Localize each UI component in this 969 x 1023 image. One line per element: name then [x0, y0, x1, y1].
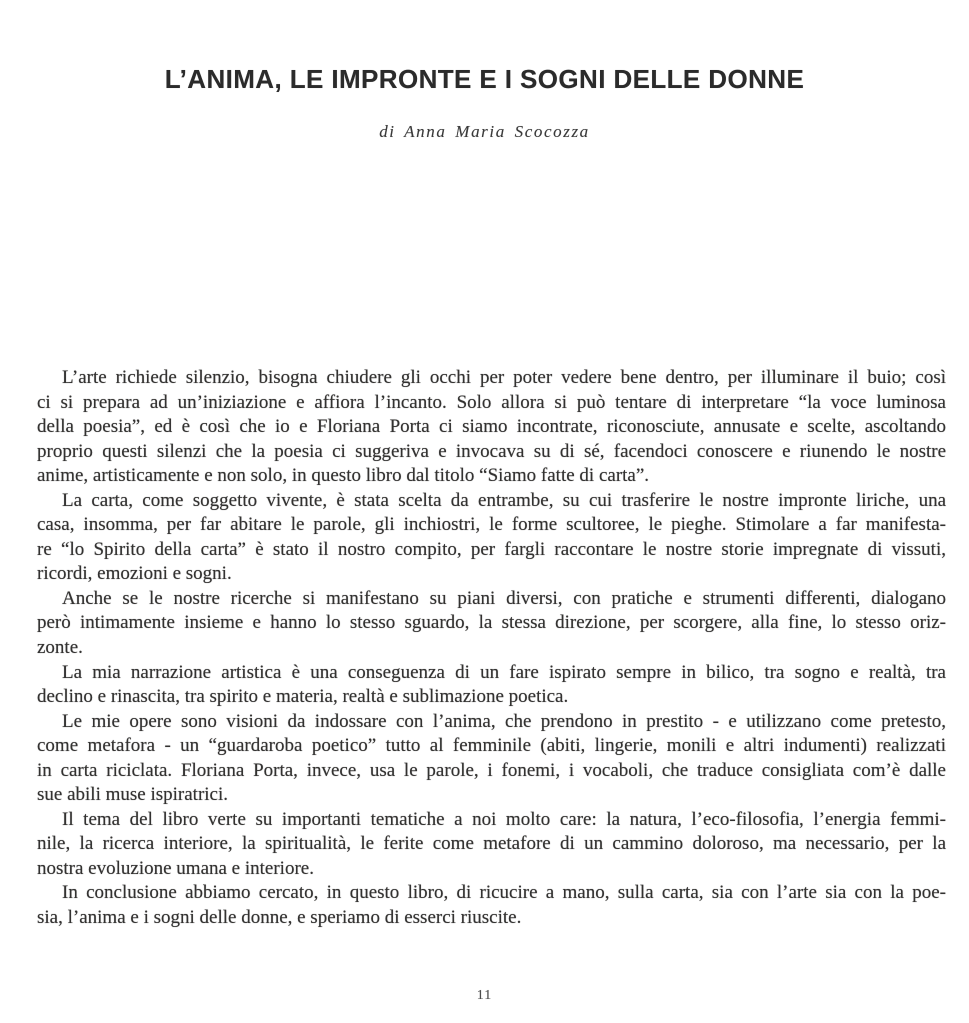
- text-line: La carta, come soggetto vivente, è stata scelta da entrambe, su cui trasferire le nostre impronte liriche, una: [62, 489, 946, 511]
- paragraph: [37, 587, 946, 661]
- text-line: ci si prepara ad un’iniziazione e affiora l’incanto. Solo allora si può tentare di interpretare “la voce luminosa: [37, 391, 946, 413]
- text-line: Il tema del libro verte su importanti tematiche a noi molto care: la natura, l’eco-filosofia, l’energia femmi-: [62, 808, 946, 830]
- text-line: In conclusione abbiamo cercato, in questo libro, di ricucire a mano, sulla carta, sia con l’arte sia con la poe-: [62, 882, 946, 904]
- text-line: L’arte richiede silenzio, bisogna chiudere gli occhi per poter vedere bene dentro, per illuminare il buio; così: [62, 367, 946, 388]
- paragraph: [37, 489, 946, 587]
- text-line: ricordi, emozioni e sogni.: [37, 563, 232, 585]
- paragraph: [37, 808, 946, 882]
- text-line: nostra evoluzione umana e interiore.: [37, 857, 314, 879]
- text-line: sia, l’anima e i sogni delle donne, e speriamo di esserci riuscite.: [37, 907, 522, 929]
- text-line: casa, insomma, per far abitare le parole, gli inchiostri, le forme scultoree, le pieghe. Stimolare a far manifesta-: [37, 514, 946, 536]
- byline: di Anna Maria Scocozza: [379, 122, 590, 141]
- text-line: sue abili muse ispiratrici.: [37, 784, 229, 806]
- paragraph: [37, 710, 946, 808]
- text-line: declino e rinascita, tra spirito e materia, realtà e sublimazione poetica.: [37, 686, 569, 708]
- paragraph: [37, 661, 946, 710]
- text-line: Le mie opere sono visioni da indossare con l’anima, che prendono in prestito - e utilizzano come pretesto,: [62, 710, 946, 732]
- text-line: in carta riciclata. Floriana Porta, invece, usa le parole, i fonemi, i vocaboli, che traduce consigliata com’è dalle: [37, 759, 946, 781]
- text-line: zonte.: [37, 637, 83, 659]
- text-line: Anche se le nostre ricerche si manifestano su piani diversi, con pratiche e strumenti differenti, dialogano: [62, 587, 946, 609]
- paragraph: [37, 366, 946, 489]
- text-line: nile, la ricerca interiore, la spiritualità, le ferite come metafore di un cammino doloroso, ma necessario, per la: [37, 833, 946, 855]
- text-line: come metafora - un “guardaroba poetico” tutto al femminile (abiti, lingerie, monili e altri indumenti) realizzati: [37, 735, 946, 757]
- paragraph: [37, 881, 946, 930]
- text-line: però intimamente insieme e hanno lo stesso sguardo, la stessa direzione, per scorgere, alla fine, lo stesso oriz-: [37, 612, 946, 634]
- text-line: anime, artisticamente e non solo, in questo libro dal titolo “Siamo fatte di carta”.: [37, 465, 650, 487]
- text-line: della poesia”, ed è così che io e Floriana Porta ci siamo incontrate, riconosciute, annusate e scelte, ascoltando: [37, 416, 946, 438]
- page-title: L’ANIMA, LE IMPRONTE E I SOGNI DELLE DONNE: [164, 64, 805, 94]
- body-text: [37, 366, 946, 931]
- text-line: proprio questi silenzi che la poesia ci suggeriva e invocava su di sé, facendoci conoscere e riunendo le nostre: [37, 440, 946, 462]
- text-line: re “lo Spirito della carta” è stato il nostro compito, per fargli raccontare le nostre storie impregnate di vissuti,: [37, 538, 946, 560]
- text-line: La mia narrazione artistica è una conseguenza di un fare ispirato sempre in bilico, tra sogno e realtà, tra: [62, 661, 946, 683]
- page-number: 11: [476, 988, 493, 1003]
